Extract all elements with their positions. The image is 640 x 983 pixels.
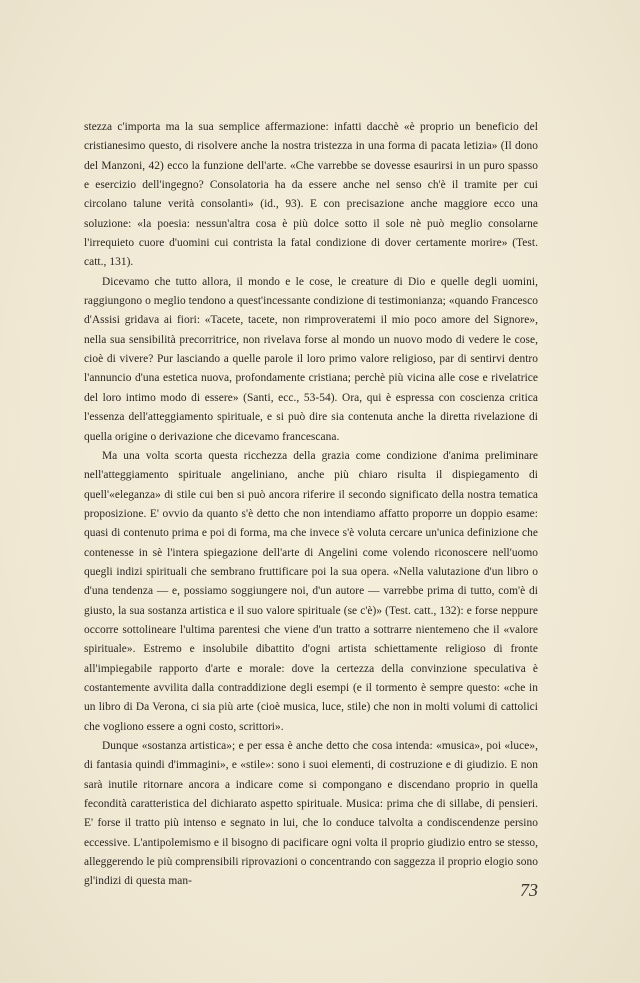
paragraph-4: Dunque «sostanza artistica»; e per essa è anche detto che cosa intenda: «musica», poi «luce», di fantasia quindi d'immagini», e «stile»: sono i suoi elementi, di costruzione e di giudizio. E non sarà inutile ritornare ancora a indicare come si compongano e discendano proprio in quella fecondità caratteristica del dichiarato aspetto spirituale. Musica: prima che di sillabe, di pensieri. E' forse il tratto più intenso e segnato in lui, che lo conduce talvolta a condiscendenze persino eccessive. L'antipolemismo e il bisogno di pacificare ogni volta il proprio giudizio entro se stesso, alleggerendo le più comprensibili riprovazioni o concentrando con saggezza il proprio elogio sono gl'indizi di questa man-: [84, 740, 538, 888]
paragraph-1: stezza c'importa ma la sua semplice affermazione: infatti dacchè «è proprio un beneficio del cristianesimo questo, di risolvere anche la nostra tristezza in una forma di pacata letizia» (Il dono del Manzoni, 42) ecco la funzione dell'arte. «Che varrebbe se dovesse esaurirsi in un puro spasso e esercizio dell'ingegno? Consolatoria ha da essere anche nel senso ch'è il tramite per cui circolano talune verità consolanti» (id., 93). E con precisazione anche maggiore ecco una soluzione: «la poesia: nessun'altra cosa è più dolce sotto il sole nè può meglio consolarne l'irrequieto cuore d'uomini cui contrista la fatal condizione di dover certamente morire» (Test. catt., 131).: [84, 121, 538, 269]
page-number: 73: [520, 880, 538, 900]
paragraph-2: Dicevamo che tutto allora, il mondo e le cose, le creature di Dio e quelle degli uomini, raggiungono o meglio tendono a quest'incessante condizione di testimonianza; «quando Francesco d'Assisi gridava ai fiori: «Tacete, tacete, non rimproveratemi il mio poco amore del Signore», nella sua sensibilità precorritrice, non rivelava forse al mondo un nuovo modo di vedere le cose, cioè di vivere? Pur lasciando a quelle parole il loro primo valore religioso, par di sentirvi dentro l'annuncio d'una estetica nuova, profondamente cristiana; perchè più vicina alle cose e rivelatrice del loro intimo modo di essere» (Santi, ecc., 53-54). Ora, qui è espressa con coscienza critica l'essenza dell'atteggiamento spirituale, e si può dire sia contenuta anche la diretta rivelazione di quella origine o derivazione che dicevamo francescana.: [84, 275, 538, 443]
paragraph-3: Ma una volta scorta questa ricchezza della grazia come condizione d'anima preliminare nell'atteggiamento spirituale angeliniano, anche più chiaro risulta il dispiegamento di quell'«eleganza» di stile cui ben si può ancora riferire il secondo significato della nostra tematica proposizione. E' ovvio da quanto s'è detto che non intendiamo affatto proporre un doppio esame: quasi di contenuto prima e poi di forma, ma che invece s'è voluta cercare un'unica definizione che contenesse in sè l'intera spiegazione dell'arte di Angelini come volendo riconoscere nell'uomo quegli indizi spirituali che sembrano fruttificare poi la sua opera. «Nella valutazione d'un libro o d'una tendenza — e, possiamo soggiungere noi, d'un autore — varrebbe prima di tutto, com'è di giusto, la sua sostanza artistica e il suo valore spirituale (se c'è)» (Test. catt., 132): e forse neppure occorre sottolineare l'ultima parentesi che viene d'un tratto a sottrarre nientemeno che il «valore spirituale». Estremo e insolubile dibattito d'ogni artista schiettamente religioso di fronte all'impiegabile rapporto d'arte e morale: dove la certezza della convinzione speculativa è costantemente avvilita dalla contraddizione degli esempi (e il tormento è sempre questo: «che in un libro di Da Verona, ci sia più arte (cioè musica, luce, stile) che non in molti volumi di cattolici che vogliono essere a ogni costo, scrittori».: [84, 449, 538, 733]
body-text: [84, 118, 538, 892]
